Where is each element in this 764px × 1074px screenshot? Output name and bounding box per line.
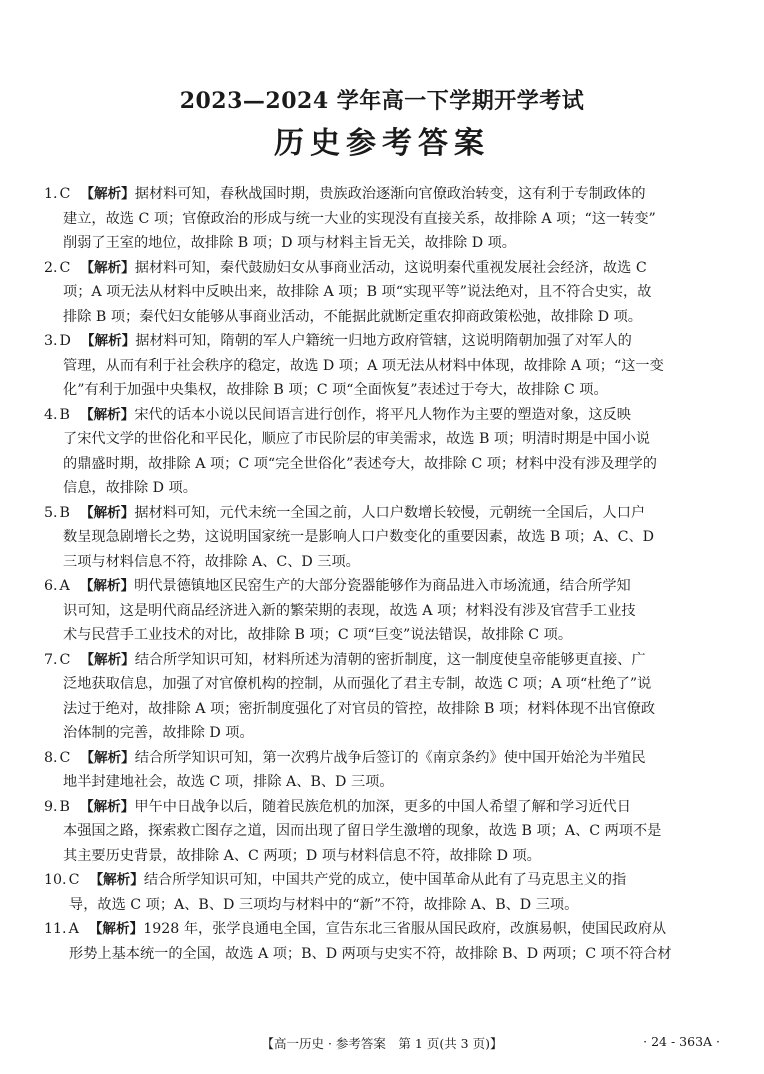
analysis-continuation-line: 化”有利于加强中央集权，故排除 B 项；C 项“全面恢复”表述过于夸大，故排除 C 项。 bbox=[63, 382, 608, 398]
answer-first-line bbox=[44, 574, 724, 599]
question-number: 7. bbox=[44, 651, 58, 668]
answer-item bbox=[44, 746, 724, 795]
footer-doc-code: · 24 - 363A · bbox=[643, 1034, 720, 1049]
question-number: 2. bbox=[44, 259, 58, 276]
analysis-tag: 【解析】 bbox=[89, 872, 144, 888]
analysis-continuation-line: 建立，故选 C 项；官僚政治的形成与统一大业的实现没有直接关系，故排除 A 项；“这一转变” bbox=[63, 210, 656, 227]
footer-page-info: 【高一历史 · 参考答案 第 1 页(共 3 页)】 bbox=[261, 1036, 503, 1051]
analysis-continuation-line: 导，故选 C 项；A、B、D 三项均与材料中的“新”不符，故排除 A、B、D 三项。 bbox=[69, 896, 579, 913]
analysis-continuation-line: 治体制的完善，故排除 D 项。 bbox=[63, 725, 254, 741]
analysis-tag: 【解析】 bbox=[80, 333, 136, 349]
question-number: 5. bbox=[44, 504, 58, 521]
answer-first-line bbox=[44, 329, 724, 354]
analysis-tag: 【解析】 bbox=[80, 186, 135, 202]
analysis-continuation-line: 地半封建地社会，故选 C 项，排除 A、B、D 三项。 bbox=[63, 774, 394, 790]
answer-first-line bbox=[44, 795, 724, 820]
answer-item bbox=[44, 917, 724, 966]
answer-item bbox=[44, 329, 724, 403]
question-number: 9. bbox=[44, 798, 58, 815]
analysis-tag: 【解析】 bbox=[80, 259, 135, 276]
analysis-text: 1928 年，张学良通电全国，宣告东北三省服从国民政府，改旗易帜，使国民政府从 bbox=[143, 921, 667, 937]
answer-choice: D bbox=[59, 333, 71, 349]
answer-item bbox=[44, 868, 724, 917]
analysis-continuation-line: 术与民营手工业技术的对比，故排除 B 项；C 项“巨变”说法错误，故排除 C 项。 bbox=[63, 627, 573, 643]
answer-item bbox=[44, 574, 724, 648]
answer-first-line bbox=[44, 868, 724, 893]
analysis-tag: 【解析】 bbox=[79, 798, 135, 815]
document-subtitle: 历史参考答案 bbox=[274, 126, 490, 161]
question-number: 8. bbox=[44, 749, 58, 766]
answer-first-line bbox=[44, 403, 724, 428]
answer-choice: C bbox=[59, 186, 71, 202]
answer-item bbox=[44, 648, 724, 746]
answer-item bbox=[44, 501, 724, 575]
analysis-continuation-line: 项；A 项无法从材料中反映出来，故排除 A 项；B 项“实现平等”说法绝对，且不符合史实，故 bbox=[63, 284, 652, 300]
analysis-tag: 【解析】 bbox=[80, 749, 135, 766]
answer-choice: A bbox=[59, 578, 70, 594]
analysis-text: 结合所学知识可知，中国共产党的成立，使中国革命从此有了马克思主义的指 bbox=[143, 872, 627, 888]
analysis-text: 明代景德镇地区民窑生产的大部分瓷器能够作为商品进入市场流通，结合所学知 bbox=[134, 578, 631, 594]
answer-first-line bbox=[44, 256, 724, 281]
analysis-text: 结合所学知识可知，材料所述为清朝的密折制度，这一制度使皇帝能够更直接、广 bbox=[134, 651, 646, 668]
answer-choice: B bbox=[59, 504, 70, 521]
page-footer bbox=[0, 1034, 764, 1054]
answer-item bbox=[44, 182, 724, 256]
analysis-continuation-line: 识可知，这是明代商品经济进入新的繁荣期的表现，故选 A 项；材料没有涉及官营手工业技 bbox=[63, 602, 636, 619]
analysis-continuation-line: 削弱了王室的地位，故排除 B 项；D 项与材料主旨无关，故排除 D 项。 bbox=[63, 235, 516, 251]
question-number: 11. bbox=[44, 921, 67, 937]
analysis-tag: 【解析】 bbox=[79, 406, 135, 423]
analysis-continuation-line: 排除 B 项；秦代妇女能够从事商业活动，不能据此就断定重农抑商政策松弛，故排除 D 项。 bbox=[63, 308, 642, 325]
answer-choice: B bbox=[59, 406, 70, 423]
question-number: 6. bbox=[44, 578, 58, 594]
analysis-continuation-line: 本强国之路，探索救亡图存之道，因而出现了留日学生激增的现象，故选 B 项；A、C 两项不是 bbox=[63, 823, 662, 839]
question-number: 4. bbox=[44, 406, 58, 423]
analysis-continuation-line: 的鼎盛时期，故排除 A 项；C 项“完全世俗化”表述夸大，故排除 C 项；材料中没有涉及理学的 bbox=[63, 455, 657, 472]
answer-item bbox=[44, 403, 724, 501]
analysis-text: 宋代的话本小说以民间语言进行创作，将平凡人物作为主要的塑造对象，这反映 bbox=[134, 406, 631, 423]
analysis-continuation-line: 其主要历史背景，故排除 A、C 两项；D 项与材料信息不符，故排除 D 项。 bbox=[63, 847, 541, 864]
analysis-continuation-line: 数呈现急剧增长之势，这说明国家统一是影响人口户数变化的重要因素，故选 B 项；A、C、D bbox=[63, 529, 655, 545]
analysis-continuation-line: 了宋代文学的世俗化和平民化，顺应了市民阶层的审美需求，故选 B 项；明清时期是中国小说 bbox=[63, 431, 650, 447]
analysis-continuation-line: 形势上基本统一的全国，故选 A 项；B、D 两项与史实不符，故排除 B、D 两项；C 项不符合材 bbox=[69, 945, 672, 962]
analysis-text: 结合所学知识可知，第一次鸦片战争后签订的《南京条约》使中国开始沦为半殖民 bbox=[134, 749, 646, 766]
analysis-tag: 【解析】 bbox=[80, 651, 135, 668]
question-number: 3. bbox=[44, 333, 58, 349]
analysis-text: 据材料可知，元代未统一全国之前，人口户数增长较慢，元朝统一全国后，人口户 bbox=[134, 504, 646, 521]
analysis-continuation-line: 信息，故排除 D 项。 bbox=[63, 480, 197, 496]
question-number: 10. bbox=[44, 872, 67, 888]
answer-choice: C bbox=[68, 872, 80, 888]
answer-choice: C bbox=[59, 259, 71, 276]
analysis-text: 据材料可知，春秋战国时期，贵族政治逐渐向官僚政治转变，这有利于专制政体的 bbox=[134, 186, 646, 202]
answer-first-line bbox=[44, 501, 724, 526]
analysis-text: 甲午中日战争以后，随着民族危机的加深，更多的中国人希望了解和学习近代日 bbox=[134, 798, 631, 815]
answer-choice: A bbox=[68, 921, 79, 937]
answer-first-line bbox=[44, 182, 724, 207]
answer-list bbox=[44, 182, 724, 966]
analysis-tag: 【解析】 bbox=[88, 921, 144, 937]
analysis-text: 据材料可知，隋朝的军人户籍统一归地方政府管辖，这说明隋朝加强了对军人的 bbox=[135, 333, 632, 349]
analysis-continuation-line: 法过于绝对，故排除 A 项；密折制度强化了对官员的管控，故排除 B 项；材料体现不出官僚政 bbox=[63, 700, 656, 717]
answer-item bbox=[44, 795, 724, 869]
answer-first-line bbox=[44, 746, 724, 771]
answer-choice: C bbox=[59, 749, 71, 766]
answer-item bbox=[44, 256, 724, 330]
answer-first-line bbox=[44, 648, 724, 673]
analysis-text: 据材料可知，秦代鼓励妇女从事商业活动，这说明秦代重视发展社会经济，故选 C bbox=[134, 259, 647, 276]
exam-title: 2023—2024 学年高一下学期开学考试 bbox=[179, 88, 585, 114]
answer-choice: B bbox=[59, 798, 70, 815]
answer-first-line bbox=[44, 917, 724, 942]
answer-choice: C bbox=[59, 651, 71, 668]
analysis-continuation-line: 管理，从而有利于社会秩序的稳定，故选 D 项；A 项无法从材料中体现，故排除 A 项；“这一变 bbox=[63, 357, 664, 374]
question-number: 1. bbox=[44, 186, 58, 202]
analysis-tag: 【解析】 bbox=[79, 578, 135, 594]
analysis-continuation-line: 泛地获取信息，加强了对官僚机构的控制，从而强化了君主专制，故选 C 项；A 项“杜绝了”说 bbox=[63, 676, 652, 692]
analysis-tag: 【解析】 bbox=[79, 504, 135, 521]
analysis-continuation-line: 三项与材料信息不符，故排除 A、C、D 三项。 bbox=[63, 553, 360, 570]
